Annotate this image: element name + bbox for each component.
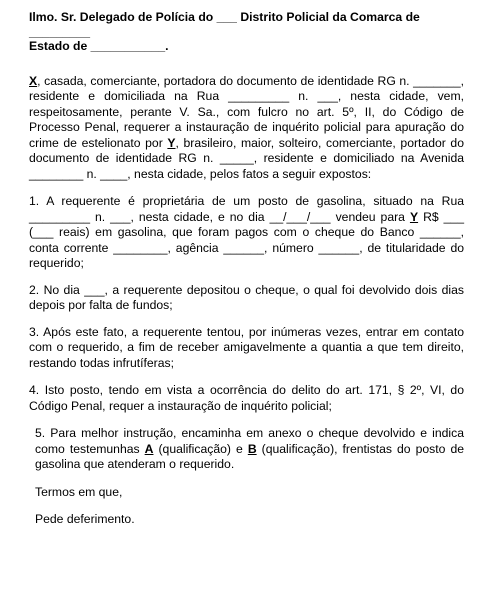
closing-pede: Pede deferimento. — [35, 512, 135, 526]
fact-item-1 — [29, 194, 464, 272]
witness-b-label: B — [247, 441, 257, 456]
intro-text-a: , casada, comerciante, portadora do documento de identidade RG n. _______, residente e domiciliada na Rua _________ n. ___, nesta cidade, vem, respeitosamente, perante V. Sa., com fulcro no art. 5º, II, do Código de Processo Penal, requerer a instauração de inquérito policial para apuração do crime de estelionato por — [29, 73, 464, 150]
fact-item-3: 3. Após este fato, a requerente tentou, por inúmeras vezes, entrar em contato com o requerido, a fim de receber amigavelmente a quantia a que tem direito, restando todas infrutíferas; — [29, 324, 464, 370]
fact-item-5 — [29, 426, 464, 473]
fact-1-party-y-label: Y — [409, 209, 419, 224]
party-y-label: Y — [167, 135, 176, 150]
addressee-line-1: Ilmo. Sr. Delegado de Polícia do ___ Distrito Policial da Comarca de _________ — [29, 10, 420, 39]
closing-termos: Termos em que, — [35, 484, 123, 499]
fact-5-text-b: (qualificação) e — [153, 441, 248, 456]
addressee-line-2: Estado de ___________. — [29, 39, 169, 53]
intro-text-b: , brasileiro, maior, solteiro, comerciante, portador do documento de identidade RG n. _____, residente e domiciliado na Avenida ________ n. ____, nesta cidade, pelos fatos a seguir expostos: — [29, 135, 464, 181]
fact-item-4: 4. Isto posto, tendo em vista a ocorrência do delito do art. 171, § 2º, VI, do Código Penal, requer a instauração de inquérito policial; — [29, 383, 464, 413]
witness-a-label: A — [144, 441, 154, 456]
intro-paragraph — [29, 74, 464, 183]
fact-1-text-b: R$ ___ (___ reais) em gasolina, que foram pagos com o cheque do Banco ______, conta corrente ________, agência ______, número ______, de titularidade do requerido; — [29, 209, 464, 270]
party-x-label: X — [29, 73, 38, 88]
fact-1-text-a: 1. A requerente é proprietária de um posto de gasolina, situado na Rua _________ n. ___, nesta cidade, e no dia __/___/___ vendeu para — [29, 194, 464, 224]
fact-item-2: 2. No dia ___, a requerente depositou o cheque, o qual foi devolvido dois dias depois por falta de fundos; — [29, 282, 464, 312]
fact-5-text-a: 5. Para melhor instrução, encaminha em anexo o cheque devolvido e indica como testemunhas — [35, 426, 464, 456]
fact-5-text-c: (qualificação), frentistas do posto de gasolina que atenderam o requerido. — [35, 441, 465, 471]
